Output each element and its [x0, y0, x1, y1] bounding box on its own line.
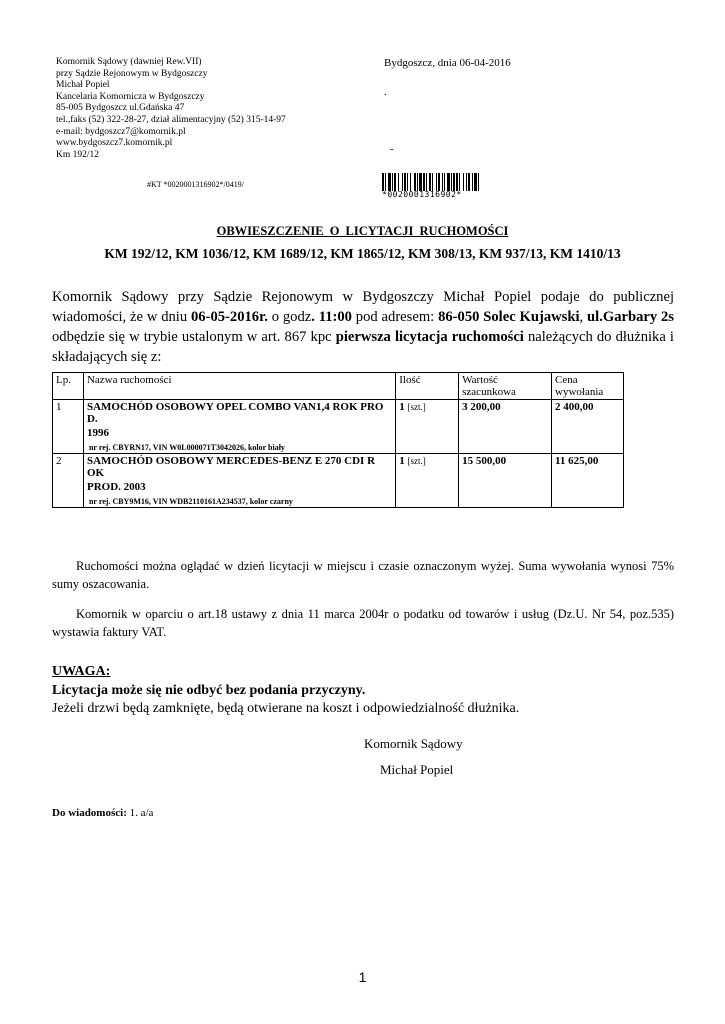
item-unit: [szt.]	[407, 456, 426, 466]
intro-text: o godz	[267, 309, 312, 325]
case-numbers: KM 192/12, KM 1036/12, KM 1689/12, KM 1865/12, KM 308/13, KM 937/13, KM 1410/13	[104, 246, 621, 261]
notice-line: Jeżeli drzwi będą zamknięte, będą otwierane na koszt i odpowiedzialność dłużnika.	[52, 701, 520, 716]
item-price: 2 400,00	[552, 400, 624, 454]
item-unit: [szt.]	[407, 402, 426, 412]
sender-line: 85-005 Bydgoszcz ul.Gdańska 47	[56, 103, 185, 114]
intro-text: odbędzie się w trybie ustalonym w art. 867 kpc	[52, 329, 336, 345]
sender-line: tel.,faks (52) 322-28-27, dział alimentacyjny (52) 315-14-97	[56, 114, 286, 125]
signature-name: Michał Popiel	[380, 762, 454, 777]
distribution-label: Do wiadomości:	[52, 807, 127, 819]
table-row	[53, 400, 624, 454]
notice-title: OBWIESZCZENIE O LICYTACJI RUCHOMOŚCI	[216, 224, 509, 238]
item-registration: nr rej. CBY9M16, VIN WDB2110161A234537, kolor czarny	[88, 497, 293, 506]
item-qty: 1	[399, 455, 405, 467]
header-qty: Ilość	[396, 373, 459, 400]
intro-text: pod adresem:	[351, 309, 439, 325]
table-header-row	[53, 373, 624, 400]
distribution-value: 1. a/a	[126, 807, 154, 819]
viewing-paragraph: Ruchomości można oglądać w dzień licytacji w miejscu i czasie oznaczonym wyżej. Suma wywołania wynosi 75% sumy oszacowania.	[52, 559, 674, 591]
barcode-bars	[382, 173, 514, 191]
item-registration: nr rej. CBYRN17, VIN W0L000071T3042026, kolor biały	[88, 443, 285, 452]
item-name: SAMOCHÓD OSOBOWY MERCEDES-BENZ E 270 CDI R OK	[86, 455, 376, 479]
sender-line: przy Sądzie Rejonowym w Bydgoszczy	[56, 68, 208, 79]
row-name-cell	[83, 400, 395, 454]
distribution-note	[52, 807, 153, 819]
auction-street: ul.Garbary 2s	[587, 309, 674, 325]
item-value: 15 500,00	[459, 454, 552, 508]
intro-paragraph	[52, 287, 674, 367]
header-lp: Lp.	[53, 373, 84, 400]
row-name-cell	[83, 454, 395, 508]
header-value: Wartość szacunkowa	[459, 373, 552, 400]
item-price: 11 625,00	[552, 454, 624, 508]
dot-mark: .	[384, 86, 387, 98]
item-value: 3 200,00	[459, 400, 552, 454]
page-number: 1	[358, 969, 367, 985]
row-lp: 2	[53, 454, 84, 508]
intro-text: Komornik Sądowy przy Sądzie Rejonowym w Bydgoszczy Michał Popiel podaje do publicznej wiadomości, że w dniu	[52, 289, 674, 325]
case-number: Km 192/12	[56, 149, 100, 160]
sender-line: Komornik Sądowy (dawniej Rew.VII)	[56, 57, 202, 67]
header-name: Nazwa ruchomości	[83, 373, 395, 400]
notice-line-bold: Licytacja może się nie odbyć bez podania przyczyny.	[52, 683, 366, 698]
notice-heading: UWAGA:	[52, 664, 111, 679]
row-lp: 1	[53, 400, 84, 454]
row-qty-cell	[396, 454, 459, 508]
sender-line: e-mail: bydgoszcz7@komornik.pl	[56, 126, 186, 137]
sender-line: Kancelaria Komornicza w Bydgoszczy	[56, 91, 205, 102]
item-qty: 1	[399, 401, 405, 413]
item-name: SAMOCHÓD OSOBOWY OPEL COMBO VAN1,4 ROK PRO D.	[86, 401, 384, 425]
barcode	[382, 173, 514, 201]
item-year: 1996	[86, 427, 109, 439]
items-table	[52, 372, 624, 508]
auction-address: 86-050 Solec Kujawski	[438, 309, 580, 325]
auction-date: 06-05-2016r.	[190, 309, 268, 325]
signature-title: Komornik Sądowy	[364, 736, 463, 751]
sender-line: Michał Popiel	[56, 80, 110, 91]
header-price: Cena wywołania	[552, 373, 624, 400]
sender-line: www.bydgoszcz7.komornik.pl	[56, 138, 173, 149]
item-year: PROD. 2003	[86, 481, 146, 493]
table-row	[53, 454, 624, 508]
document-date: Bydgoszcz, dnia 06-04-2016	[384, 57, 511, 69]
intro-text: należących do dłużnika i składających się z:	[52, 329, 674, 365]
row-qty-cell	[396, 400, 459, 454]
auction-time: . 11:00	[311, 309, 352, 325]
dash-mark: -	[390, 143, 394, 155]
barcode-text: *0020001316902*	[382, 190, 462, 199]
auction-type: pierwsza licytacja ruchomości	[335, 329, 524, 345]
vat-paragraph: Komornik w oparciu o art.18 ustawy z dnia 11 marca 2004r o podatku od towarów i usług (Dz.U. Nr 54, poz.535) wystawia faktury VAT.	[52, 607, 674, 639]
sender-address-block	[56, 57, 356, 161]
intro-text: ,	[579, 309, 588, 325]
kt-code: #KT *0020001316902*/0419/	[147, 180, 244, 189]
